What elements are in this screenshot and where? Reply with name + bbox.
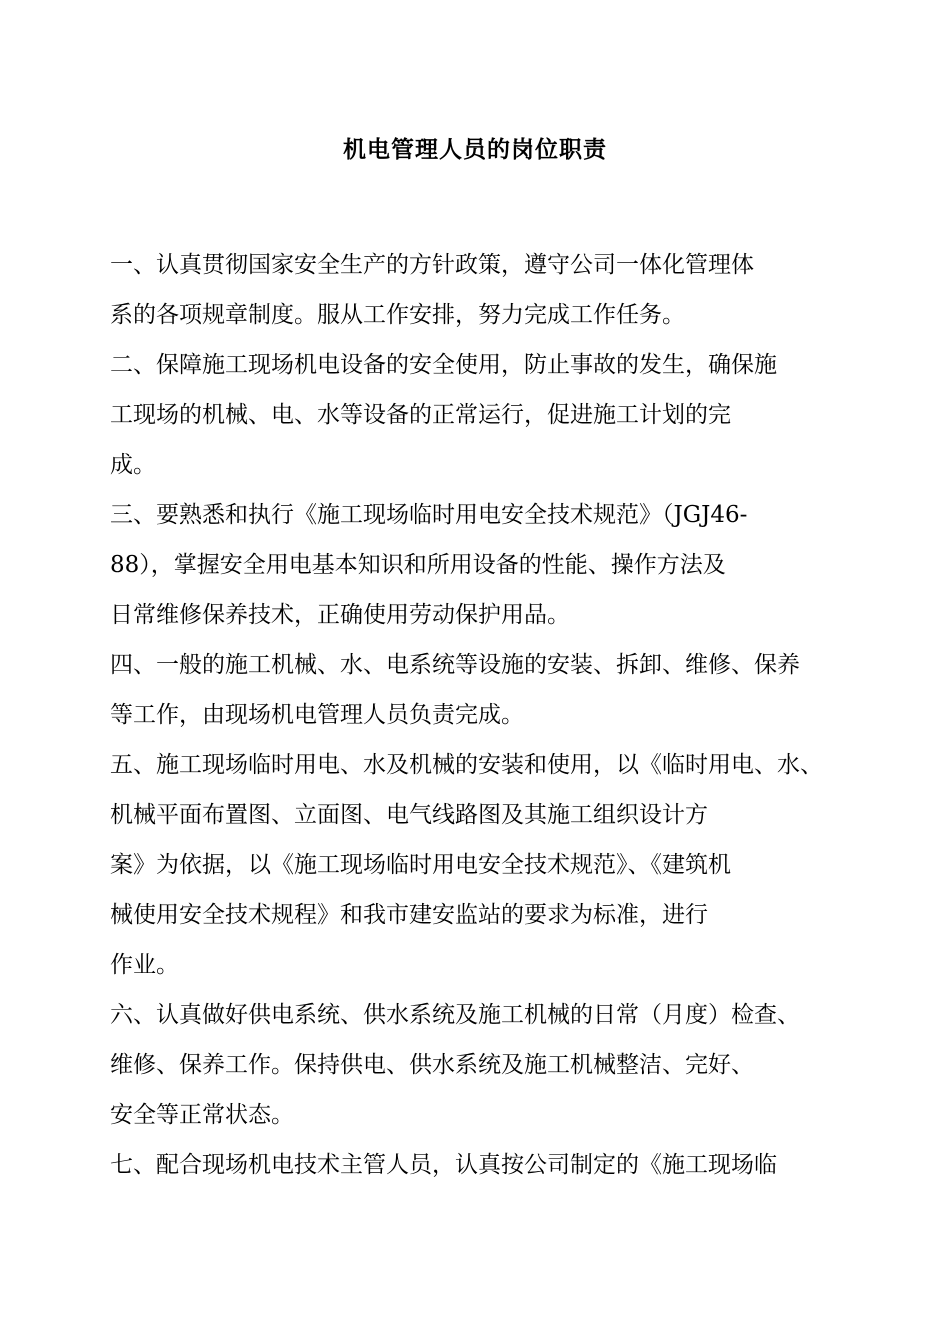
item-line: 日常维修保养技术，正确使用劳动保护用品。 bbox=[110, 602, 570, 628]
item-line: 安全等正常状态。 bbox=[110, 1102, 294, 1128]
item-line: 三、要熟悉和执行《施工现场临时用电安全技术规范》（JGJ46- bbox=[110, 502, 748, 528]
item-line: 六、认真做好供电系统、供水系统及施工机械的日常（月度）检查、 bbox=[110, 1002, 800, 1028]
item-line: 二、保障施工现场机电设备的安全使用，防止事故的发生，确保施 bbox=[110, 352, 777, 378]
page-title: 机电管理人员的岗位职责 bbox=[343, 136, 607, 163]
item-line: 工现场的机械、电、水等设备的正常运行，促进施工计划的完 bbox=[110, 402, 731, 428]
item-line: 械使用安全技术规程》和我市建安监站的要求为标准，进行 bbox=[110, 902, 708, 928]
item-line: 案》为依据，以《施工现场临时用电安全技术规范》、《建筑机 bbox=[110, 852, 731, 878]
list-item bbox=[110, 740, 845, 990]
list-item bbox=[110, 240, 845, 340]
list-item bbox=[110, 1140, 845, 1190]
item-line: 等工作，由现场机电管理人员负责完成。 bbox=[110, 702, 524, 728]
list-item bbox=[110, 990, 845, 1140]
item-line: 作业。 bbox=[110, 952, 179, 978]
list-item bbox=[110, 640, 845, 740]
list-item bbox=[110, 340, 845, 490]
item-line: 88），掌握安全用电基本知识和所用设备的性能、操作方法及 bbox=[110, 552, 726, 578]
item-line: 七、配合现场机电技术主管人员，认真按公司制定的《施工现场临 bbox=[110, 1152, 777, 1178]
item-line: 成。 bbox=[110, 452, 156, 478]
item-line: 维修、保养工作。保持供电、供水系统及施工机械整洁、完好、 bbox=[110, 1052, 754, 1078]
duty-list bbox=[110, 240, 845, 1190]
item-line: 四、一般的施工机械、水、电系统等设施的安装、拆卸、维修、保养 bbox=[110, 652, 800, 678]
item-line: 系的各项规章制度。服从工作安排，努力完成工作任务。 bbox=[110, 302, 685, 328]
item-line: 五、施工现场临时用电、水及机械的安装和使用，以《临时用电、水、 bbox=[110, 752, 823, 778]
item-line: 一、认真贯彻国家安全生产的方针政策，遵守公司一体化管理体 bbox=[110, 252, 754, 278]
list-item bbox=[110, 490, 845, 640]
item-line: 机械平面布置图、立面图、电气线路图及其施工组织设计方 bbox=[110, 802, 708, 828]
